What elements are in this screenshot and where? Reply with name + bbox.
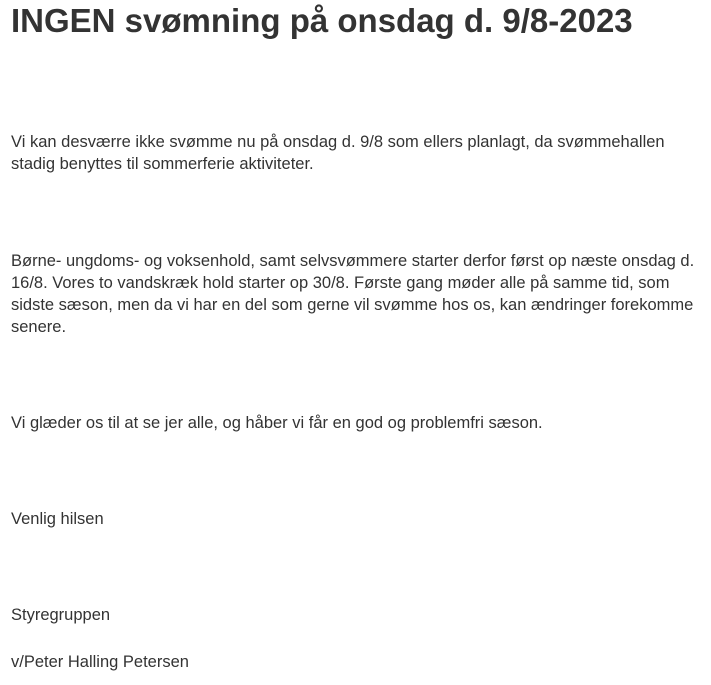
signature-group: Styregruppen	[11, 606, 111, 624]
signature-sender: v/Peter Halling Petersen	[11, 653, 189, 671]
page-title: INGEN svømning på onsdag d. 9/8-2023	[11, 2, 633, 39]
paragraph-cancellation: Vi kan desværre ikke svømme nu på onsdag d. 9/8 som ellers planlagt, da svømmehallen stadig benyttes til sommerferie aktiviteter.	[11, 133, 665, 173]
paragraph-schedule: Børne- ungdoms- og voksenhold, samt selvsvømmere starter derfor først op næste onsdag d. 16/8. Vores to vandskræk hold starter op 30/8. Første gang møder alle på samme tid, som sidste sæson, men da vi har en del som gerne vil svømme hos os, kan ændringer forekomme senere.	[11, 252, 695, 336]
paragraph-greeting: Vi glæder os til at se jer alle, og håber vi får en god og problemfri sæson.	[11, 414, 543, 432]
closing-text: Venlig hilsen	[11, 510, 104, 528]
